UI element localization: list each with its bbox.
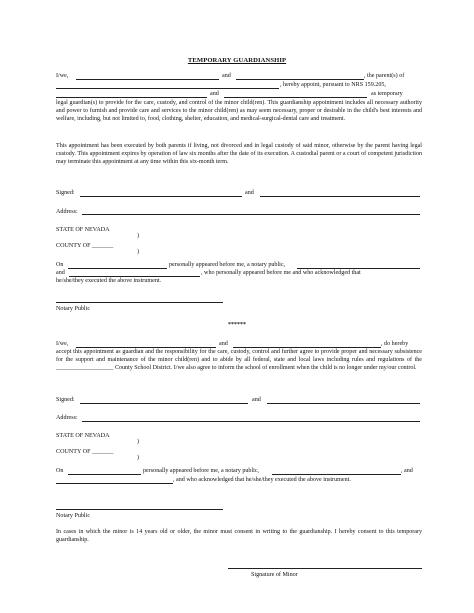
county-label-1: COUNTY OF _______ [56, 243, 114, 249]
signature-line-1b[interactable] [260, 196, 420, 197]
notary-signature-line-2[interactable] [56, 509, 223, 510]
signature-of-minor-label: Signature of Minor [251, 572, 298, 578]
p3-body: accept this appointment as guardian and the responsibility for the care, custody, control and further agree to provide proper and necessary subsistence for the support and maintenance of the minor child(ren) and to abide by all federal, state and local laws including rules and regulations of the ___________________ County School District. I/we also agree to inform the school of enrollment when the child is no longer under my/our control. [56, 349, 422, 372]
on-label-1: On [56, 262, 64, 268]
signed-and-label-2: and [252, 397, 261, 403]
on-text-2: personally appeared before me, a notary public, [143, 468, 260, 474]
state-label-2: STATE OF NEVADA [56, 433, 110, 439]
notary-name-line-2a[interactable] [272, 474, 401, 475]
signature-line-2a[interactable] [80, 403, 248, 404]
p1-and2-label: and [210, 91, 219, 97]
address-label-2: Address: [56, 415, 78, 421]
on-date-line-2[interactable] [68, 474, 141, 475]
signed-and-label-1: and [245, 190, 254, 196]
on-and-label-2: , and [401, 468, 413, 474]
p1-appoint-text: , hereby appoint, pursuant to NRS 159.205, [280, 82, 386, 88]
paren-1a: ) [137, 233, 140, 239]
notary-public-label-1: Notary Public [56, 306, 91, 312]
signed-label-1: Signed: [56, 190, 75, 196]
child-name-line[interactable] [56, 88, 279, 89]
p1-parents-label: , the parent(s) of [364, 73, 405, 79]
guardian-name-line-2[interactable] [224, 97, 367, 98]
p1-and-label: and [222, 73, 231, 79]
signed-label-2: Signed: [56, 397, 75, 403]
parent-name-line-2[interactable] [236, 79, 364, 80]
p2-body: This appointment has been executed by both parents if living, not divorced and in legal custody of said minor, otherwise by the parent having legal custody. This appointment expires by operation of law six months after the date of its execution. A custodial parent or a court of competent jurisdiction may terminate this appointment at any time within this six-month term. [56, 143, 422, 166]
p4-body: In cases in which the minor is 14 years old or older, the minor must consent in writing to the guardianship. I hereby consent to this temporary guardianship. [56, 529, 422, 544]
signature-line-1a[interactable] [80, 196, 242, 197]
paren-1b: ) [137, 249, 140, 255]
on-ack-text-1: , who personally appeared before me and who acknowledged that [201, 270, 361, 276]
section-divider-stars: ****** [228, 322, 246, 328]
address-line-2[interactable] [82, 421, 420, 422]
address-line-1[interactable] [82, 214, 420, 215]
county-label-2: COUNTY OF _______ [56, 449, 114, 455]
p1-iwe-label: I/we, [56, 73, 69, 79]
notary-signature-line-1[interactable] [56, 302, 223, 303]
on-text-1: personally appeared before me, a notary public, [169, 262, 286, 268]
on-date-line-1[interactable] [68, 268, 167, 269]
paren-2b: ) [137, 455, 140, 461]
on-and-label-1: and [56, 270, 65, 276]
document-title: TEMPORARY GUARDIANSHIP [187, 57, 287, 64]
parent-name-line-1[interactable] [76, 79, 219, 80]
address-label-1: Address: [56, 209, 78, 215]
p3-iwe-label: I/we, [56, 341, 69, 347]
p3-and-label: and [219, 341, 228, 347]
on-exec-text-1: he/she/they executed the above instrument. [56, 278, 162, 284]
minor-signature-line[interactable] [228, 568, 422, 569]
signature-line-2b[interactable] [267, 403, 420, 404]
on-ack-text-2: , and who acknowledged that he/she/they executed the above instrument. [173, 477, 351, 483]
notary-name-line-2b[interactable] [56, 483, 173, 484]
on-label-2: On [56, 468, 64, 474]
state-label-1: STATE OF NEVADA [56, 227, 110, 233]
p1-body: legal guardian(s) to provide for the care, custody, and control of the minor child(ren). This guardianship appointment includes all necessary authority and power to furnish and provide care and services to the minor child(ren) as may seem necessary, proper or desirable in the child's best interests and welfare, including, but not limited to, food, clothing, shelter, education, and medical-surgical-dental care and treatment. [56, 100, 422, 123]
notary-public-label-2: Notary Public [56, 513, 91, 519]
guardian-name-line-1[interactable] [56, 97, 207, 98]
p3-dohereby-label: , do hereby [381, 341, 409, 347]
paren-2a: ) [137, 439, 140, 445]
p1-temp-label: as temporary [371, 91, 403, 97]
